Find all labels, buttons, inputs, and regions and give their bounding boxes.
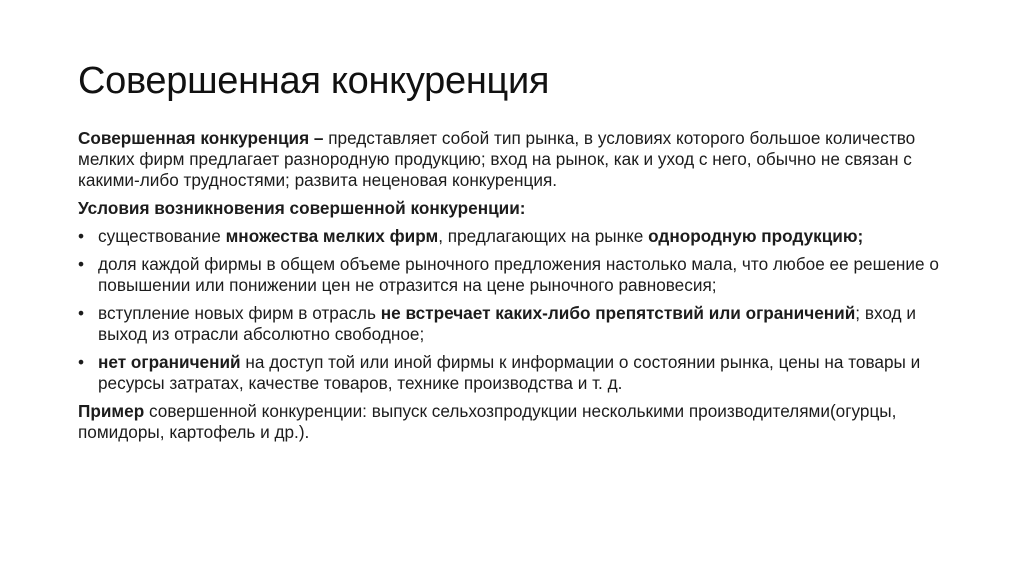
bullet-text: существование	[98, 226, 226, 246]
example-paragraph	[78, 401, 948, 443]
definition-paragraph	[78, 128, 948, 191]
bullet-emphasis: однородную продукцию;	[648, 226, 864, 246]
bullet-text: , предлагающих на рынке	[438, 226, 649, 246]
example-term: Пример	[78, 401, 145, 421]
bullet-emphasis: нет ограничений	[98, 352, 241, 372]
bullet-icon: •	[78, 254, 85, 274]
example-text: совершенной конкуренции: выпуск сельхозпродукции несколькими производителями(огурцы, помидоры, картофель и др.).	[78, 401, 897, 442]
definition-term: Совершенная конкуренция –	[78, 128, 324, 148]
bullet-emphasis: не встречает каких-либо препятствий или ограничений	[380, 303, 856, 323]
conditions-list	[78, 226, 948, 394]
bullet-icon: •	[78, 303, 85, 323]
bullet-text: доля каждой фирмы в общем объеме рыночного предложения настолько мала, что любое ее решение о повышении или понижении цен не отразится на цене рыночного равновесия;	[98, 254, 939, 295]
list-item	[78, 254, 948, 296]
bullet-icon: •	[78, 352, 85, 372]
list-item	[78, 303, 948, 345]
bullet-icon: •	[78, 226, 85, 246]
bullet-text: вступление новых фирм в отрасль	[98, 303, 381, 323]
slide-title: Совершенная конкуренция	[78, 60, 550, 102]
list-item	[78, 226, 948, 247]
slide-body	[78, 128, 948, 450]
bullet-text: на доступ той или иной фирмы к информации о состоянии рынка, цены на товары и ресурсы затратах, качестве товаров, технике производства и т. д.	[98, 352, 921, 393]
bullet-text: ; вход и выход из отрасли абсолютно свободное;	[98, 303, 916, 344]
bullet-emphasis: множества мелких фирм	[225, 226, 439, 246]
conditions-heading: Условия возникновения совершенной конкуренции:	[78, 198, 526, 218]
definition-text: представляет собой тип рынка, в условиях которого большое количество мелких фирм предлагает разнородную продукцию; вход на рынок, как и уход с него, обычно не связан с какими-либо трудностями; развита неценовая конкуренция.	[78, 128, 916, 190]
list-item	[78, 352, 948, 394]
